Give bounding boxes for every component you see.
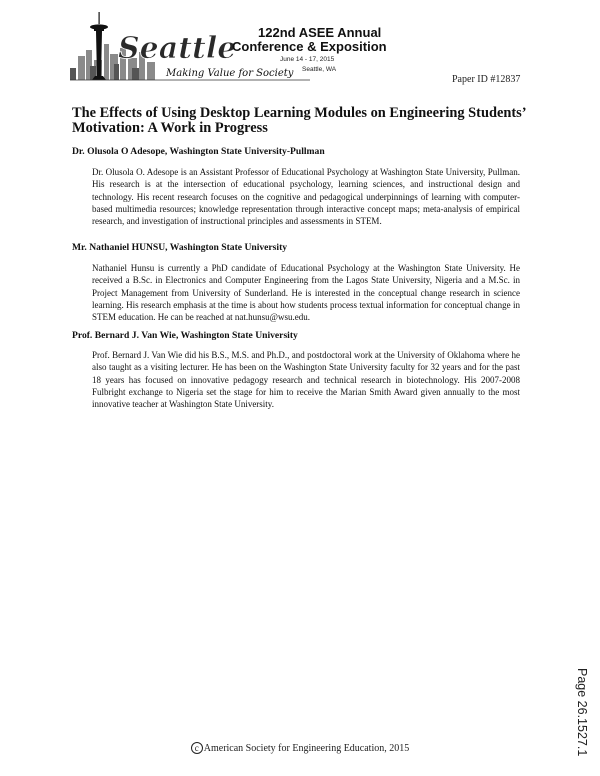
conference-dates: June 14 - 17, 2015: [280, 56, 335, 63]
author-name: Prof. Bernard J. Van Wie, Washington State University: [72, 330, 298, 341]
seattle-logo-tagline: Making Value for Society: [166, 68, 294, 79]
author-bio: Dr. Olusola O. Adesope is an Assistant Professor of Educational Psychology at Washington State University, Pullman. His research is at the intersection of educational psychology, learning sciences, and instructional design and technology. His recent research focuses on the cognitive and pedagogical underpinnings of learning with computer-based multimedia resources; knowledge representation through interactive concept maps; meta-analysis of empirical research, and investigation of instructional principles and assessments in STEM.: [92, 167, 520, 227]
paper-title: The Effects of Using Desktop Learning Modules on Engineering Students’ Motivation: A Work in Progress: [72, 105, 526, 136]
author-name: Mr. Nathaniel HUNSU, Washington State University: [72, 242, 288, 253]
conference-name: 122nd ASEE Annual: [258, 25, 382, 40]
conference-city: Seattle, WA: [302, 66, 337, 73]
footer-copyright: [0, 742, 600, 754]
page-number: Page 26.1527.1: [575, 668, 589, 757]
footer-text: American Society for Engineering Education, 2015: [203, 743, 410, 754]
conference-subtitle: Conference & Exposition: [232, 39, 387, 54]
copyright-symbol: c: [191, 742, 203, 754]
author-bio: Nathaniel Hunsu is currently a PhD candidate of Educational Psychology at the Washington State University. He received a B.Sc. in Electronics and Computer Engineering from the Lagos State University, Nigeria and a M.Sc. in Project Management from University of Sunderland. He is interested in the conceptual change research in science learning. His research emphasis at the time is about how students process textual information for conceptual change in STEM education. He can be reached at nat.hunsu@wsu.edu.: [92, 263, 520, 323]
author-name: Dr. Olusola O Adesope, Washington State University-Pullman: [72, 146, 325, 157]
paper-id: Paper ID #12837: [452, 74, 521, 85]
author-bio: Prof. Bernard J. Van Wie did his B.S., M.S. and Ph.D., and postdoctoral work at the University of Oklahoma where he also taught as a visiting lecturer. He has been on the Washington State University faculty for 32 years and for the past 18 years has focused on innovative pedagogy research and technical research in biotechnology. His 2007-2008 Fulbright exchange to Nigeria set the stage for him to receive the Marian Smith Award given annually to the most innovative teacher at Washington State University.: [92, 350, 520, 410]
seattle-logo-word: Seattle: [118, 31, 237, 66]
